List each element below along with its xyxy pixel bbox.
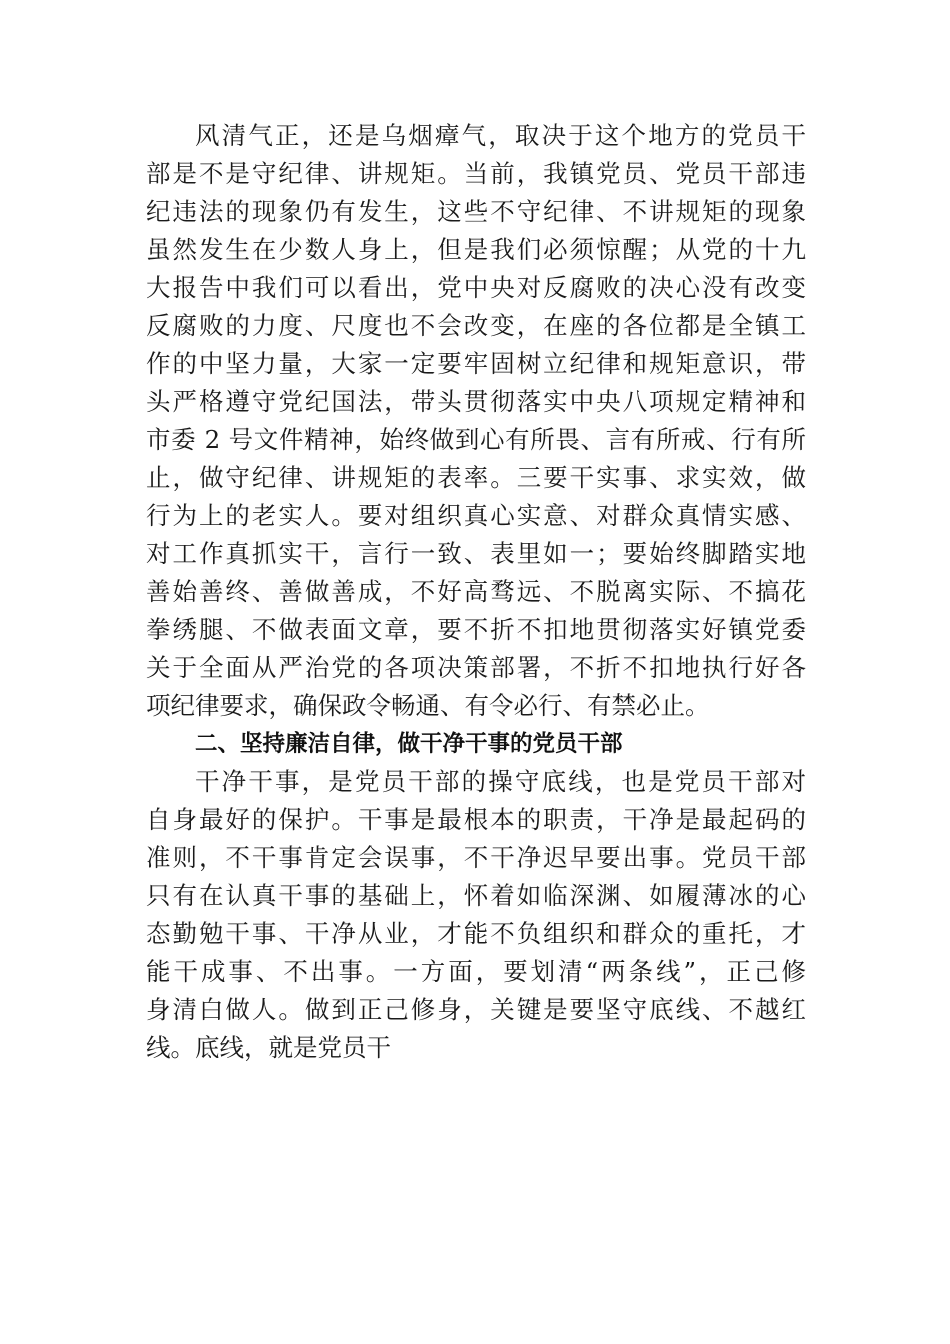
paragraph-line: 善始善终、善做善成，不好高骛远、不脱离实际、不搞花 [146,577,806,606]
paragraph-line: 能干成事、不出事。一方面，要划清“两条线”，正己修 [146,957,806,986]
paragraph-line: 部是不是守纪律、讲规矩。当前，我镇党员、党员干部违 [146,159,806,188]
paragraph-line: 干净干事，是党员干部的操守底线，也是党员干部对 [195,767,806,796]
paragraph-line: 虽然发生在少数人身上，但是我们必须惊醒；从党的十九 [146,235,806,264]
paragraph-line: 准则，不干事肯定会误事，不干净迟早要出事。党员干部 [146,843,806,872]
paragraph-line: 大报告中我们可以看出，党中央对反腐败的决心没有改变 [146,273,806,302]
paragraph-line: 身清白做人。做到正己修身，关键是要坚守底线、不越红 [146,995,806,1024]
paragraph-line: 头严格遵守党纪国法，带头贯彻落实中央八项规定精神和 [146,387,806,416]
paragraph-line: 纪违法的现象仍有发生，这些不守纪律、不讲规矩的现象 [146,197,806,226]
paragraph-line: 止，做守纪律、讲规矩的表率。三要干实事、求实效，做 [146,463,806,492]
paragraph-1 [146,117,806,725]
paragraph-line: 项纪律要求，确保政令畅通、有令必行、有禁必止。 [146,691,710,720]
paragraph-2 [146,763,806,1067]
paragraph-line: 风清气正，还是乌烟瘴气，取决于这个地方的党员干 [195,121,806,150]
paragraph-line: 关于全面从严治党的各项决策部署，不折不扣地执行好各 [146,653,806,682]
document-body [146,117,806,1067]
paragraph-line: 市委 2 号文件精神，始终做到心有所畏、言有所戒、行有所 [146,425,806,454]
paragraph-line: 自身最好的保护。干事是最根本的职责，干净是最起码的 [146,805,806,834]
paragraph-line: 态勤勉干事、干净从业，才能不负组织和群众的重托，才 [146,919,806,948]
paragraph-line: 行为上的老实人。要对组织真心实意、对群众真情实感、 [146,501,806,530]
paragraph-line: 对工作真抓实干，言行一致、表里如一；要始终脚踏实地 [146,539,806,568]
paragraph-line: 只有在认真干事的基础上，怀着如临深渊、如履薄冰的心 [146,881,806,910]
paragraph-line: 作的中坚力量，大家一定要牢固树立纪律和规矩意识，带 [146,349,806,378]
paragraph-line: 拳绣腿、不做表面文章，要不折不扣地贯彻落实好镇党委 [146,615,806,644]
paragraph-line: 反腐败的力度、尺度也不会改变，在座的各位都是全镇工 [146,311,806,340]
section-heading: 二、坚持廉洁自律，做干净干事的党员干部 [195,731,623,757]
paragraph-line: 线。底线，就是党员干 [146,1033,391,1062]
